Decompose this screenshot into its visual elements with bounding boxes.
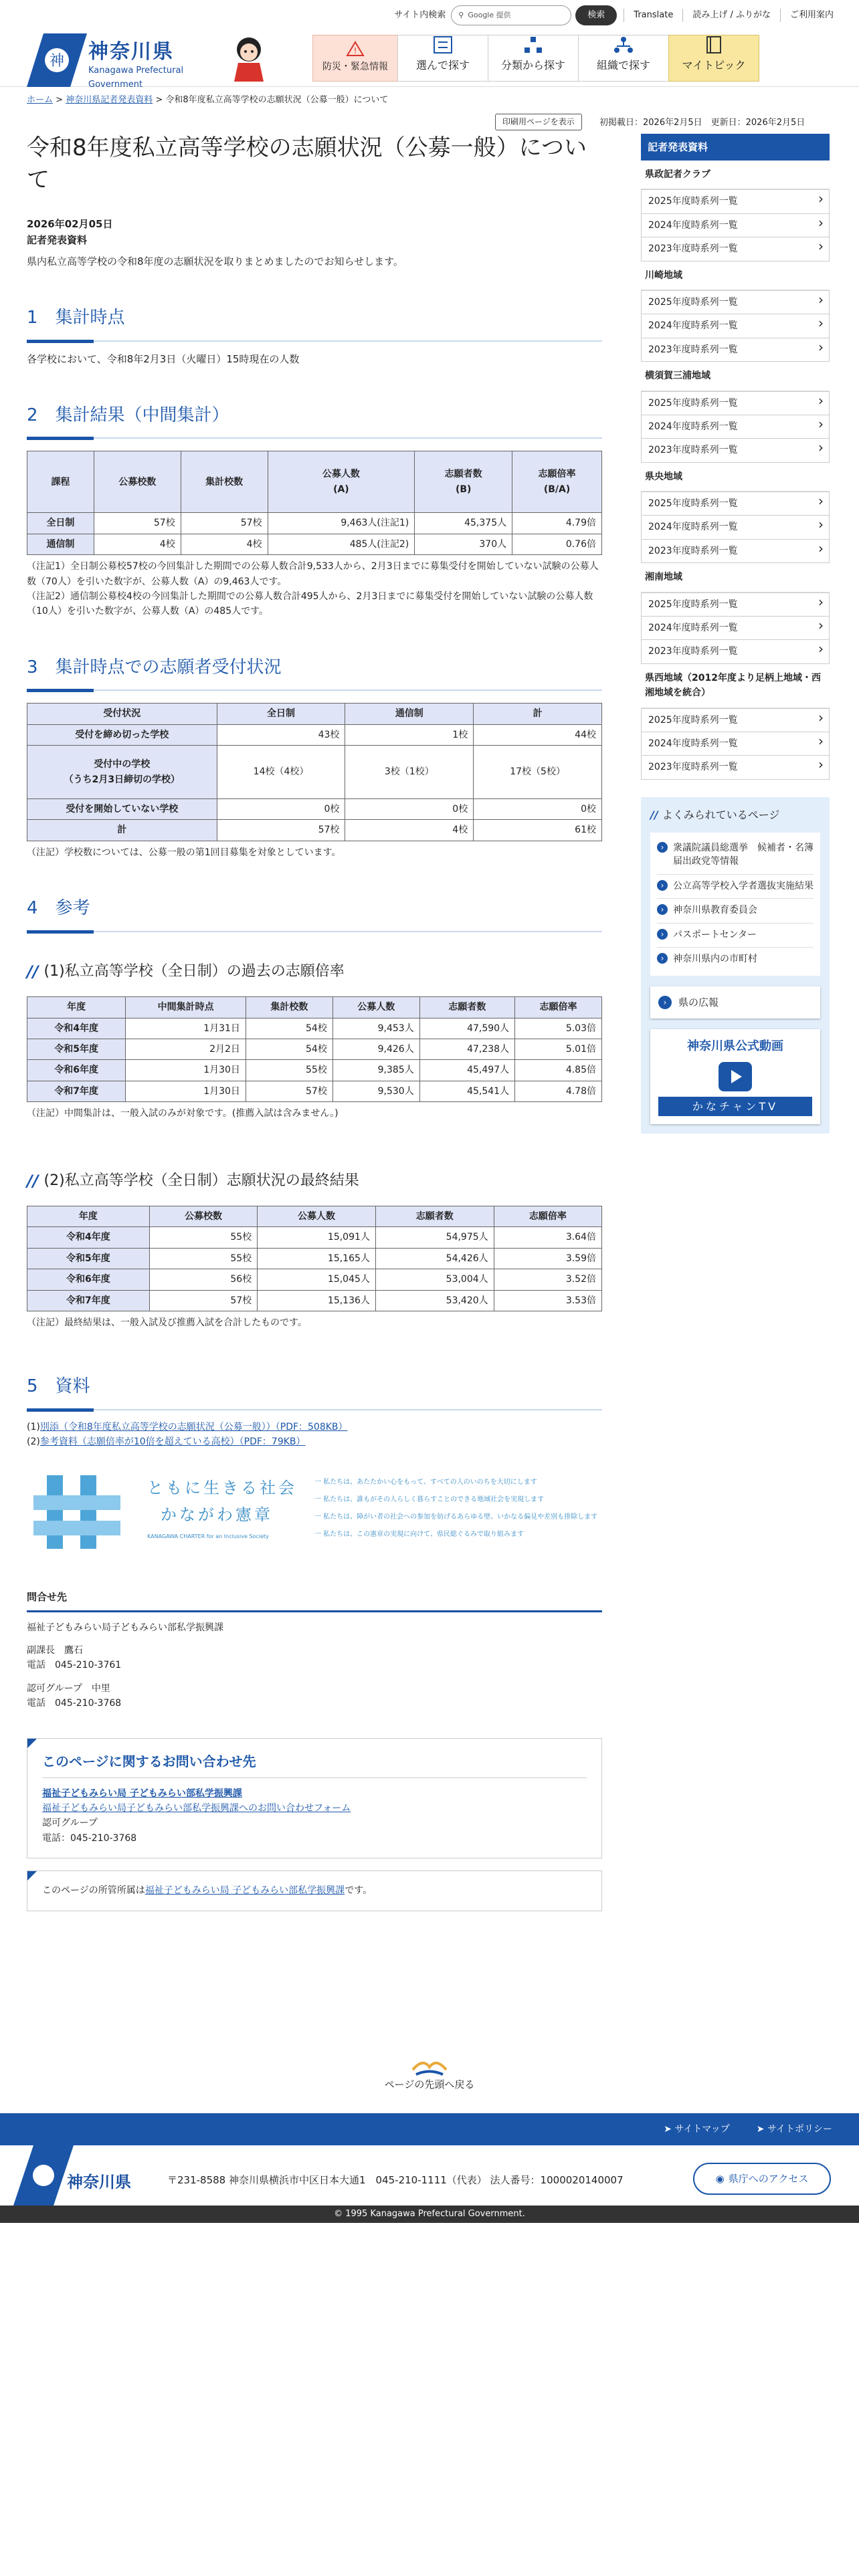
sidebar-item[interactable]: 2025年度時系列一覧 › (641, 189, 830, 213)
table-row: 令和6年度 1月30日 55校 9,385人 45,497人 4.85倍 (27, 1060, 602, 1081)
table-row: 計 57校 4校 61校 (27, 820, 602, 841)
publish-date: 2026年02月05日 (27, 218, 113, 231)
mascot-icon (227, 35, 270, 83)
search-button[interactable]: 検索 (575, 5, 617, 25)
owner-box (27, 1870, 602, 1911)
kanagawa-emblem-icon (27, 33, 87, 87)
contact-person-1: 副課長 鷹石 (27, 1645, 83, 1656)
video-logo: かなチャンTV (658, 1097, 812, 1117)
nav-category-label: 分類から探す (500, 59, 565, 72)
charter-title-1: ともに生きる社会 (147, 1478, 297, 1497)
section-3-note: （注記）学校数については、公募一般の第1回目募集を対象としています。 (27, 847, 341, 858)
popular-item[interactable]: › 神奈川県教育委員会 (657, 899, 814, 924)
kanagawa-emblem-icon (13, 2145, 74, 2206)
inquiry-tel: 電話：045-210-3768 (42, 1832, 137, 1844)
nav-organization-label: 組織で探す (596, 59, 650, 72)
charter-line: 一 私たちは、あたたかい心をもって、すべての人のいのちを大切にします (314, 1478, 537, 1486)
table-row: 受付を開始していない学校 0校 0校 0校 (27, 799, 602, 820)
section-3-heading: 3 集計時点での志願者受付状況 (27, 654, 602, 691)
footer-address: 〒231-8588 神奈川県横浜市中区日本大通1 045-210-1111（代表） 法人番号：1000020140007 (167, 2174, 624, 2186)
sidebar-item[interactable]: 2025年度時系列一覧 › (641, 708, 830, 732)
print-button[interactable]: 印刷用ページを表示 (495, 114, 582, 130)
sidebar-item[interactable]: 2024年度時系列一覧 › (641, 732, 830, 756)
sidebar (641, 134, 830, 1134)
official-video-link[interactable] (650, 1029, 820, 1124)
logo-name: 神奈川県 (88, 40, 174, 64)
breadcrumb-current: 令和8年度私立高等学校の志願状況（公募一般）について (165, 95, 389, 105)
attachment-link-2[interactable]: (2)参考資料（志願倍率が10倍を超えている高校）（PDF：79KB） (27, 1436, 306, 1448)
note-2: （注記2）通信制公募校4校の今回集計した期間での公募人数合計495人から、2月3日までに募集受付を開始していない試験の公募人数（10人）を引いた数字が、公募人数（A）の485人です。 (27, 591, 593, 617)
table-row: 通信制 4校 4校 485人(注記2) 370人 0.76倍 (27, 534, 602, 554)
inquiry-box (27, 1738, 602, 1859)
breadcrumb-parent[interactable]: 神奈川県記者発表資料 (66, 95, 153, 105)
charter-banner[interactable] (27, 1469, 602, 1569)
charter-subtitle: KANAGAWA CHARTER for an Inclusive Society (147, 1533, 269, 1539)
sidebar-item[interactable]: 2024年度時系列一覧 › (641, 314, 830, 338)
section-1-body: 各学校において、令和8年2月3日（火曜日）15時現在の人数 (27, 352, 300, 365)
policy-link[interactable]: ➤ サイトポリシー (756, 2123, 832, 2135)
popular-pages (641, 797, 830, 1134)
table-row: 受付を締め切った学校 43校 1校 44校 (27, 724, 602, 745)
interim-result-table: 課程 公募校数 集計校数 公募人数 (A) 志願者数 (B) 志願倍率 (B/A) 全日制 57校 57校 9,463人(注記1) 45,375人 4.79倍 通信制 4校 4校 485人(注記2) 370人 0.76倍 (27, 451, 602, 555)
final-result-table: 年度 公募校数 公募人数 志願者数 志願倍率 令和4年度 55校 15,091人 54,975人 3.64倍 令和5年度 55校 15,165人 54,426人 3.59倍 令和6年度 56校 15,045人 53,004人 3.52倍 令和7年度 57校 15,136人 53,420人 3.53倍 (27, 1206, 602, 1311)
checklist-icon (433, 35, 453, 54)
sidebar-group-title: 湘南地域 (641, 563, 830, 592)
contact-body (27, 1620, 602, 1711)
copyright: © 1995 Kanagawa Prefectural Government. (0, 2206, 859, 2223)
sidebar-item[interactable]: 2025年度時系列一覧 › (641, 492, 830, 516)
nav-disaster-label: 防災・緊急情報 (322, 61, 388, 72)
search-icon: ⚲ (458, 11, 464, 20)
sitemap-link[interactable]: ➤ サイトマップ (664, 2123, 730, 2135)
owner-post: です。 (345, 1885, 373, 1897)
sidebar-group-title: 県央地域 (641, 463, 830, 492)
sidebar-item[interactable]: 2024年度時系列一覧 › (641, 214, 830, 237)
contact-tel-1: 電話 045-210-3761 (27, 1660, 122, 1671)
site-logo[interactable] (27, 33, 227, 90)
publish-type: 記者発表資料 (27, 234, 88, 247)
table-row: 令和5年度 2月2日 54校 9,426人 47,238人 5.01倍 (27, 1039, 602, 1060)
site-search-label: サイト内検索 (394, 9, 446, 20)
nav-choose[interactable] (397, 35, 488, 82)
table-row: 令和4年度 55校 15,091人 54,975人 3.64倍 (27, 1227, 602, 1248)
nav-mytopic[interactable] (668, 35, 759, 82)
publish-dates: 初掲載日：2026年2月5日 更新日：2026年2月5日 (599, 118, 805, 128)
topbar (0, 0, 859, 31)
final-result-note: （注記）最終結果は、一般入試及び推薦入試を合計したものです。 (27, 1317, 307, 1328)
translate-link[interactable]: Translate (624, 9, 682, 23)
organization-icon (613, 35, 634, 54)
sidebar-item[interactable]: 2025年度時系列一覧 › (641, 290, 830, 314)
subsection-4-2-heading: // (2)私立高等学校（全日制）志願状況の最終結果 (27, 1171, 359, 1190)
contact-title: 問合せ先 (27, 1589, 602, 1612)
sidebar-item[interactable]: 2023年度時系列一覧 › (641, 640, 830, 663)
sidebar-group-title: 県西地域（2012年度より足柄上地域・西湘地域を統合） (641, 664, 830, 708)
section-5-heading: 5 資料 (27, 1373, 602, 1410)
lead-text: 県内私立高等学校の令和8年度の志願状況を取りまとめましたのでお知らせします。 (27, 255, 403, 268)
inquiry-title: このページに関するお問い合わせ先 (42, 1751, 587, 1778)
inquiry-group: 認可グループ (42, 1818, 98, 1829)
footer-logo-name: 神奈川県 (67, 2173, 131, 2191)
note-1: （注記1）全日制公募校57校の今回集計した期間での公募人数合計9,533人から、2月3日までに募集受付を開始していない試験の公募人数（70人）を引いた数字が、公募人数（A）の9,463人です。 (27, 561, 599, 587)
site-header (0, 31, 859, 90)
popular-item[interactable]: › パスポートセンター (657, 924, 814, 948)
page-title: 令和8年度私立高等学校の志願状況（公募一般）について (27, 134, 587, 193)
table-row: 令和7年度 57校 15,136人 53,420人 3.53倍 (27, 1290, 602, 1311)
subsection-4-1-heading: // (1)私立高等学校（全日制）の過去の志願倍率 (27, 962, 345, 981)
kenpo-link[interactable] (650, 986, 820, 1018)
charter-logo-icon (33, 1469, 127, 1555)
sidebar-item[interactable]: 2023年度時系列一覧 › (641, 237, 830, 261)
sidebar-item[interactable]: 2025年度時系列一覧 › (641, 593, 830, 617)
popular-item[interactable]: › 神奈川県内の市町村 (657, 948, 814, 972)
nav-organization[interactable] (578, 35, 669, 82)
charter-title-2: かながわ憲章 (161, 1505, 273, 1524)
charter-line: 一 私たちは、障がい者の社会への参加を妨げるあらゆる壁、いかなる偏見や差別も排除します (314, 1513, 598, 1521)
contact-tel-2: 電話 045-210-3768 (27, 1698, 122, 1709)
nav-mytopic-label: マイトピック (682, 59, 746, 72)
popular-item[interactable]: › 衆議院議員総選挙 候補者・名簿届出政党等情報 (657, 837, 814, 874)
nav-category[interactable] (488, 35, 579, 82)
guide-link[interactable]: ご利用案内 (780, 9, 843, 23)
popular-title: よくみられているページ (662, 808, 780, 821)
pin-icon: ◉ (715, 2173, 725, 2185)
site-footer (0, 2145, 859, 2212)
nav-disaster[interactable] (312, 35, 398, 82)
sidebar-group-title: 県政記者クラブ (641, 160, 830, 189)
video-title: 神奈川県公式動画 (687, 1039, 783, 1053)
past-ratio-table: 年度 中間集計時点 集計校数 公募人数 志願者数 志願倍率 令和4年度 1月31日 54校 9,453人 47,590人 5.03倍 令和5年度 2月2日 54校 9,426人 47,238人 5.01倍 令和6年度 1月30日 55校 9,385人 45,497人 4.85倍 令和7年度 1月30日 57校 9,530人 45,541人 4.78倍 (27, 996, 602, 1102)
table-row: 令和6年度 56校 15,045人 53,004人 3.52倍 (27, 1269, 602, 1290)
sidebar-group-title: 横須賀三浦地域 (641, 362, 830, 391)
sidebar-item[interactable]: 2023年度時系列一覧 › (641, 540, 830, 563)
reception-status-table: 受付状況 全日制 通信制 計 受付を締め切った学校 43校 1校 44校 受付中の学校 （うち2月3日締切の学校） 14校（4校） 3校（1校） 17校（5校） 受付を開始していない学校 0校 0校 0校 計 57校 4校 61校 (27, 703, 602, 841)
play-icon (719, 1062, 752, 1091)
search-placeholder: Google 提供 (468, 11, 511, 20)
contact-org: 福祉子どもみらい局子どもみらい部私学振興課 (27, 1622, 223, 1633)
sidebar-item[interactable]: 2024年度時系列一覧 › (641, 516, 830, 539)
popular-item[interactable]: › 公立高等学校入学者選抜実施結果 (657, 875, 814, 899)
sidebar-item[interactable]: 2023年度時系列一覧 › (641, 439, 830, 462)
notebook-icon (705, 35, 723, 54)
arrow-icon: › (658, 996, 672, 1009)
seagull-icon (409, 2056, 450, 2076)
page-top-link[interactable] (0, 2056, 859, 2092)
contact-person-2: 認可グループ 中里 (27, 1683, 110, 1694)
past-ratio-note: （注記）中間集計は、一般入試のみが対象です。(推薦入試は含みません。) (27, 1108, 339, 1119)
search-input[interactable] (451, 5, 571, 25)
sidebar-item[interactable]: 2025年度時系列一覧 › (641, 391, 830, 415)
table-row: 令和5年度 55校 15,165人 54,426人 3.59倍 (27, 1248, 602, 1269)
breadcrumb-home[interactable]: ホーム (27, 95, 54, 105)
warning-icon (346, 41, 365, 57)
furigana-link[interactable]: 読み上げ / ふりがな (682, 9, 780, 23)
breadcrumb: ホーム > 神奈川県記者発表資料 > 令和8年度私立高等学校の志願状況（公募一般）について (27, 95, 389, 105)
slash-icon: // (650, 808, 658, 821)
owner-link[interactable]: 福祉子どもみらい局 子どもみらい部私学振興課 (145, 1885, 345, 1897)
owner-pre: このページの所管所属は (42, 1885, 145, 1897)
nav-choose-label: 選んで探す (415, 59, 470, 72)
sidebar-item[interactable]: 2024年度時系列一覧 › (641, 617, 830, 640)
table-row: 令和4年度 1月31日 54校 9,453人 47,590人 5.03倍 (27, 1018, 602, 1039)
sidebar-item[interactable]: 2023年度時系列一覧 › (641, 756, 830, 779)
svg-text:神: 神 (49, 53, 65, 70)
access-button[interactable]: ◉ 県庁へのアクセス (693, 2163, 831, 2195)
page-top-label: ページの先頭へ戻る (384, 2078, 475, 2090)
svg-text:!: ! (353, 45, 357, 56)
footer-links (0, 2113, 859, 2145)
sidebar-item[interactable]: 2023年度時系列一覧 › (641, 338, 830, 362)
sidebar-item[interactable]: 2024年度時系列一覧 › (641, 415, 830, 439)
table-row: 受付中の学校 （うち2月3日締切の学校） 14校（4校） 3校（1校） 17校（5校） (27, 746, 602, 799)
inquiry-dept-link[interactable]: 福祉子どもみらい局 子どもみらい部私学振興課 (42, 1788, 242, 1799)
attachment-link-1[interactable]: (1)別添（令和8年度私立高等学校の志願状況（公募一般））（PDF：508KB） (27, 1421, 348, 1432)
charter-line: 一 私たちは、誰もがその人らしく暮らすことのできる地域社会を実現します (314, 1495, 545, 1503)
charter-line: 一 私たちは、この憲章の実現に向けて、県民総ぐるみで取り組みます (314, 1530, 524, 1538)
footer-logo[interactable] (13, 2145, 161, 2206)
logo-sub: Kanagawa Prefectural Government (88, 66, 184, 90)
table-row: 令和7年度 1月30日 57校 9,530人 45,541人 4.78倍 (27, 1081, 602, 1101)
section-2-heading: 2 集計結果（中間集計） (27, 402, 602, 439)
kenpo-label: 県の広報 (678, 996, 719, 1008)
sidebar-group-title: 川崎地域 (641, 261, 830, 290)
category-icon (523, 35, 543, 54)
section-1-heading: 1 集計時点 (27, 304, 602, 342)
inquiry-form-link[interactable]: 福祉子どもみらい局子どもみらい部私学振興課へのお問い合わせフォーム (42, 1803, 351, 1814)
table-row: 全日制 57校 57校 9,463人(注記1) 45,375人 4.79倍 (27, 513, 602, 534)
section-4-heading: 4 参考 (27, 895, 602, 932)
sidebar-head: 記者発表資料 (641, 134, 830, 160)
